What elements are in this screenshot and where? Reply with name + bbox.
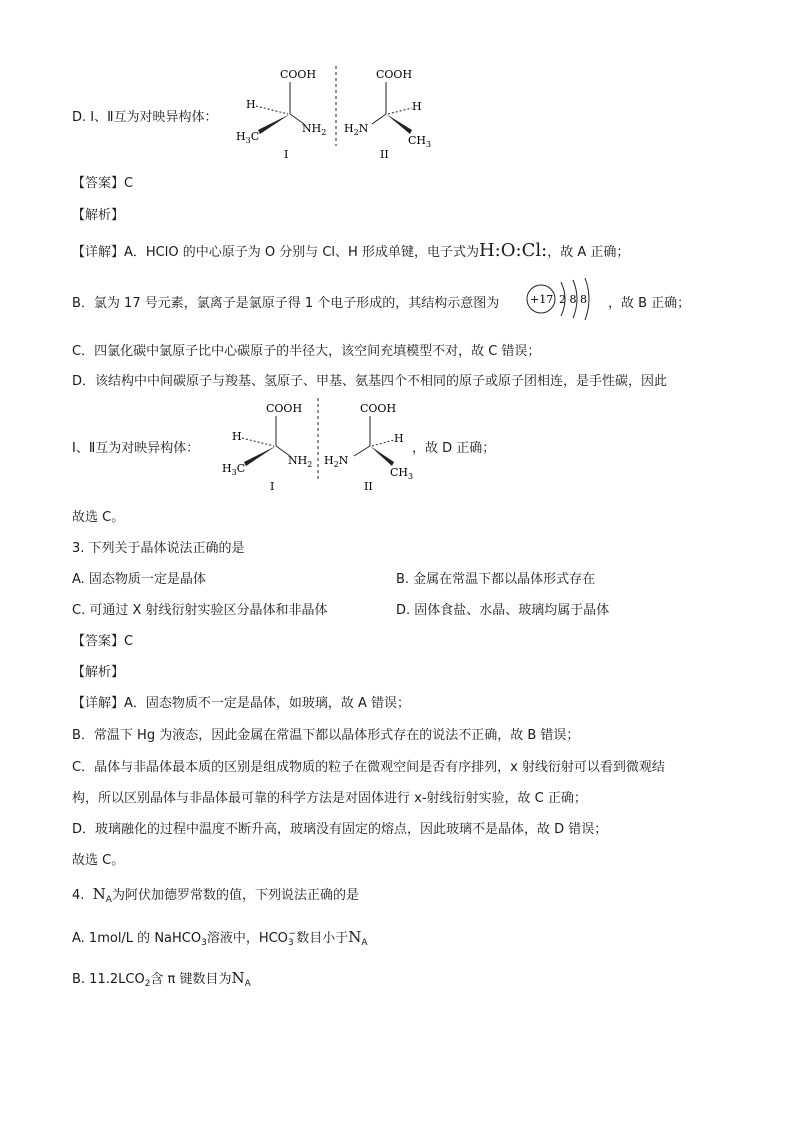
q3-explain-line: 故选 C。 — [72, 853, 125, 868]
svg-text:II: II — [364, 480, 373, 493]
electron-formula: H:O:Cl: — [478, 240, 548, 261]
q2-explain-a: 【详解】A．HClO 的中心原子为 O 分别与 Cl、H 形成单键，电子式为H:O:Cl:，故 A 正确； — [72, 240, 630, 261]
svg-text:H: H — [412, 100, 422, 113]
q3-answer: 【答案】C — [72, 634, 134, 649]
q3-analysis: 【解析】 — [72, 665, 125, 680]
svg-text:H: H — [232, 430, 242, 443]
svg-text:COOH: COOH — [376, 68, 413, 81]
q2-explain-c: C．四氯化碳中氯原子比中心碳原子的半径大，该空间充填模型不对，故 C 错误； — [72, 344, 541, 359]
enantiomer-figure-top — [232, 66, 442, 162]
svg-text:CH3: $CH_3$ — [390, 466, 414, 481]
label-I: I — [284, 148, 289, 161]
svg-text:H2N: $H_2N$ — [324, 454, 349, 469]
q2-explain-b-suffix: ，故 B 正确； — [608, 296, 691, 311]
svg-text:CH3: $CH_3$ — [408, 134, 432, 149]
svg-text:NH2: $NH_2$ — [302, 122, 327, 137]
svg-text:NH2: $NH_2$ — [288, 454, 313, 469]
q4-option-b: B. $11.2LCO_2$含 π 键数目为$N_A$ — [72, 969, 251, 989]
chloride-ion-structure-diagram — [525, 274, 605, 324]
q2-option-d: D. Ⅰ、Ⅱ互为对映异构体： — [72, 110, 218, 125]
svg-text:H: H — [394, 432, 404, 445]
q3-option-a: A. 固态物质一定是晶体 — [72, 572, 206, 587]
q3-explain-line: D．玻璃融化的过程中温度不断升高，玻璃没有固定的熔点，因此玻璃不是晶体，故 D 错误； — [72, 822, 608, 837]
svg-text:2 8 8: 2 8 8 — [559, 293, 587, 306]
q2-explain-b: B．氯为 17 号元素，氯离子是氯原子得 1 个电子形成的，其结构示意图为 — [72, 296, 500, 311]
q2-analysis: 【解析】 — [72, 208, 125, 223]
h-label: H — [246, 98, 256, 111]
q3-explain-line: B．常温下 Hg 为液态，因此金属在常温下都以晶体形式存在的说法不正确，故 B 错误； — [72, 728, 580, 743]
svg-text:COOH: COOH — [266, 402, 303, 415]
svg-text:H2N: $H_2N$ — [344, 122, 369, 137]
label-II: II — [380, 148, 389, 161]
q3-option-d: D. 固体食盐、水晶、玻璃均属于晶体 — [396, 603, 610, 618]
q4-stem: 4. $N_A$为阿伏加德罗常数的值，下列说法正确的是 — [72, 885, 359, 905]
cooh-label: COOH — [280, 68, 317, 81]
q2-explain-d2-prefix: Ⅰ、Ⅱ互为对映异构体： — [72, 441, 200, 456]
q2-conclusion: 故选 C。 — [72, 510, 125, 525]
svg-text:I: I — [270, 480, 275, 493]
svg-text:H3C: $H_3C$ — [236, 130, 260, 145]
q2-answer: 【答案】C — [72, 176, 134, 191]
q2-explain-d1: D．该结构中中间碳原子与羧基、氢原子、甲基、氨基四个不相同的原子或原子团相连，是手性碳，因此 — [72, 374, 668, 389]
svg-text:+17: +17 — [530, 293, 554, 306]
svg-text:COOH: COOH — [360, 402, 397, 415]
q3-stem: 3. 下列关于晶体说法正确的是 — [72, 541, 245, 556]
q2-explain-d2-suffix: ，故 D 正确； — [412, 441, 496, 456]
q3-explain-line: 【详解】A．固态物质不一定是晶体，如玻璃，故 A 错误； — [72, 696, 411, 711]
q3-explain-line: 构，所以区别晶体与非晶体最可靠的科学方法是对固体进行 x-射线衍射实验，故 C 正确； — [72, 791, 587, 806]
q3-option-b: B. 金属在常温下都以晶体形式存在 — [396, 572, 596, 587]
q3-option-c: C. 可通过 X 射线衍射实验区分晶体和非晶体 — [72, 603, 328, 618]
q3-explain-line: C．晶体与非晶体最本质的区别是组成物质的粒子在微观空间是否有序排列，x 射线衍射可以看到微观结 — [72, 760, 665, 775]
enantiomer-figure-bottom — [218, 398, 428, 494]
q4-option-a: A. 1mol/L 的 NaHCO$_3$溶液中，$HCO_3^-$数目小于$N_A$ — [72, 928, 368, 948]
svg-text:H3C: $H_3C$ — [222, 462, 246, 477]
